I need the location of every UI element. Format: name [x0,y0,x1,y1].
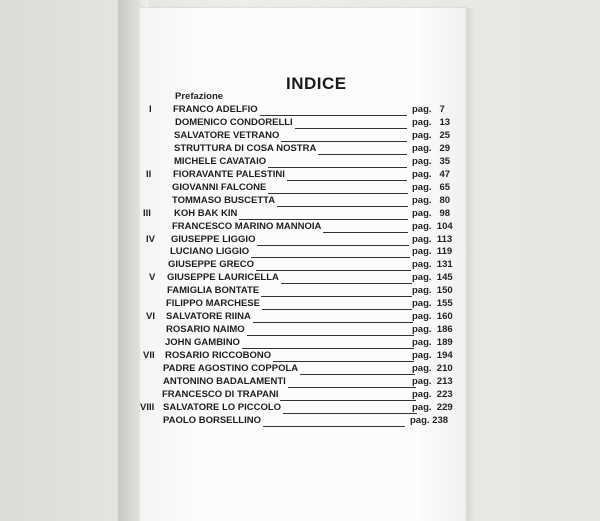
entry-page-number: pag. 189 [412,337,453,349]
toc-entry [172,182,410,194]
entry-page-number: pag. 150 [412,285,453,297]
entry-page-number: pag. 65 [412,181,451,193]
dot-leader [251,248,410,258]
toc-entry [166,324,416,336]
entry-name: PADRE AGOSTINO COPPOLA [163,363,299,374]
entry-name: SALVATORE VETRANO [174,129,280,141]
chapter-numeral: V [149,272,156,284]
entry-name: MICHELE CAVATAIO [174,155,267,167]
entry-name: FRANCESCO DI TRAPANI [162,388,279,400]
entry-name: GIUSEPPE LIGGIO [171,233,256,245]
entry-page-number: pag. 13 [412,116,451,128]
entry-name: SALVATORE LO PICCOLO [163,401,282,413]
dot-leader [256,261,411,271]
entry-page-number: pag. 213 [412,375,453,387]
toc-entry [174,156,409,168]
entry-name: FAMIGLIA BONTATE [167,285,260,297]
page-title: INDICE [286,74,347,93]
entry-page-number: pag. 113 [412,233,453,245]
entry-name: GIUSEPPE GRECO [168,259,255,271]
toc-entry [165,337,416,349]
dot-leader [283,404,417,414]
entry-page-number: pag. 29 [412,142,451,154]
entry-name: ROSARIO NAIMO [166,324,245,336]
toc-entry [166,311,415,323]
toc-entry [173,104,409,116]
entry-page-number: pag. 47 [412,168,451,180]
dot-leader [273,352,414,362]
entry-name: KOH BAK KIN [174,207,238,219]
dot-leader [239,210,408,220]
dot-leader [295,119,407,129]
toc-entry [167,285,414,297]
dot-leader [261,287,412,297]
entry-page-number: pag. 186 [412,324,453,336]
entry-name: FILIPPO MARCHESE [166,298,260,310]
dot-leader [287,171,407,181]
dot-leader [318,145,407,155]
entry-page-number: pag. 131 [412,259,453,271]
entry-page-number: pag. 119 [412,246,453,258]
entry-name: STRUTTURA DI COSA NOSTRA [174,142,317,154]
toc-entry [172,221,410,233]
entry-name: GIUSEPPE LAURICELLA [167,272,279,284]
toc-entry [174,143,409,155]
entry-page-number: pag. 104 [412,220,453,232]
dot-leader [260,106,407,116]
toc-entry [175,117,409,129]
chapter-numeral: I [149,104,152,115]
entry-name: SALVATORE RIINA [166,311,251,323]
chapter-numeral: VI [146,311,155,323]
toc-entry [162,389,418,401]
dot-leader [281,274,412,284]
chapter-numeral: II [146,168,152,180]
entry-page-number: pag. 145 [412,272,453,284]
toc-entry [170,246,412,258]
entry-name: DOMENICO CONDORELLI [175,116,293,128]
dot-leader [300,365,415,375]
entry-name: ROSARIO RICCOBONO [165,350,272,362]
chapter-numeral: VII [143,350,155,362]
dot-leader [257,236,409,246]
dot-leader [323,223,408,233]
chapter-numeral: IV [146,233,155,245]
entry-page-number: pag. 229 [412,401,453,413]
dot-leader [268,184,408,194]
entry-page-number: pag. 98 [412,207,451,219]
toc-entry [168,259,413,271]
entry-page-number: pag. 194 [412,350,453,362]
dot-leader [277,197,408,207]
dot-leader [263,417,405,427]
entry-page-number: pag. 7 [412,104,445,115]
dot-leader [262,300,412,310]
dot-leader [268,158,407,168]
entry-name: FRANCO ADELFIO [173,104,258,115]
toc-entry [171,234,411,246]
toc-entry [163,402,419,414]
entry-page-number: pag. 160 [412,311,453,323]
toc-entry [163,363,417,375]
entry-name: ANTONINO BADALAMENTI [163,375,286,387]
dot-leader [288,378,416,388]
entry-name: FRANCESCO MARINO MANNOIA [172,220,322,232]
entry-name: GIOVANNI FALCONE [172,181,267,193]
dot-leader [253,313,413,323]
toc-entry [163,415,407,427]
toc-entry [163,376,418,388]
entry-name: TOMMASO BUSCETTA [172,194,276,206]
entry-name: JOHN GAMBINO [165,337,240,349]
entry-name: PAOLO BORSELLINO [163,414,261,426]
entry-page-number: pag. 80 [412,194,451,206]
dot-leader [280,391,416,401]
entry-page-number: pag. 35 [412,155,451,167]
dot-leader [242,339,414,349]
toc-entry [167,272,414,284]
toc-entry [165,350,416,362]
toc-entry [166,298,414,310]
entry-name: FIORAVANTE PALESTINI [173,168,285,180]
toc-entry [174,130,409,142]
entry-page-number: pag. 210 [412,363,453,374]
chapter-numeral: III [143,207,151,219]
chapter-numeral: VIII [140,401,155,413]
entry-page-number: pag. 238 [410,414,449,426]
dot-leader [281,132,407,142]
entry-page-number: pag. 223 [412,388,453,400]
preface-label: Prefazione [175,91,224,102]
page-edge [466,8,476,521]
entry-page-number: pag. 25 [412,129,451,141]
entry-name: LUCIANO LIGGIO [170,246,250,258]
entry-page-number: pag. 155 [412,298,453,310]
toc-entry [173,169,409,181]
toc-entry [174,208,410,220]
toc-entry [172,195,410,207]
dot-leader [247,326,414,336]
